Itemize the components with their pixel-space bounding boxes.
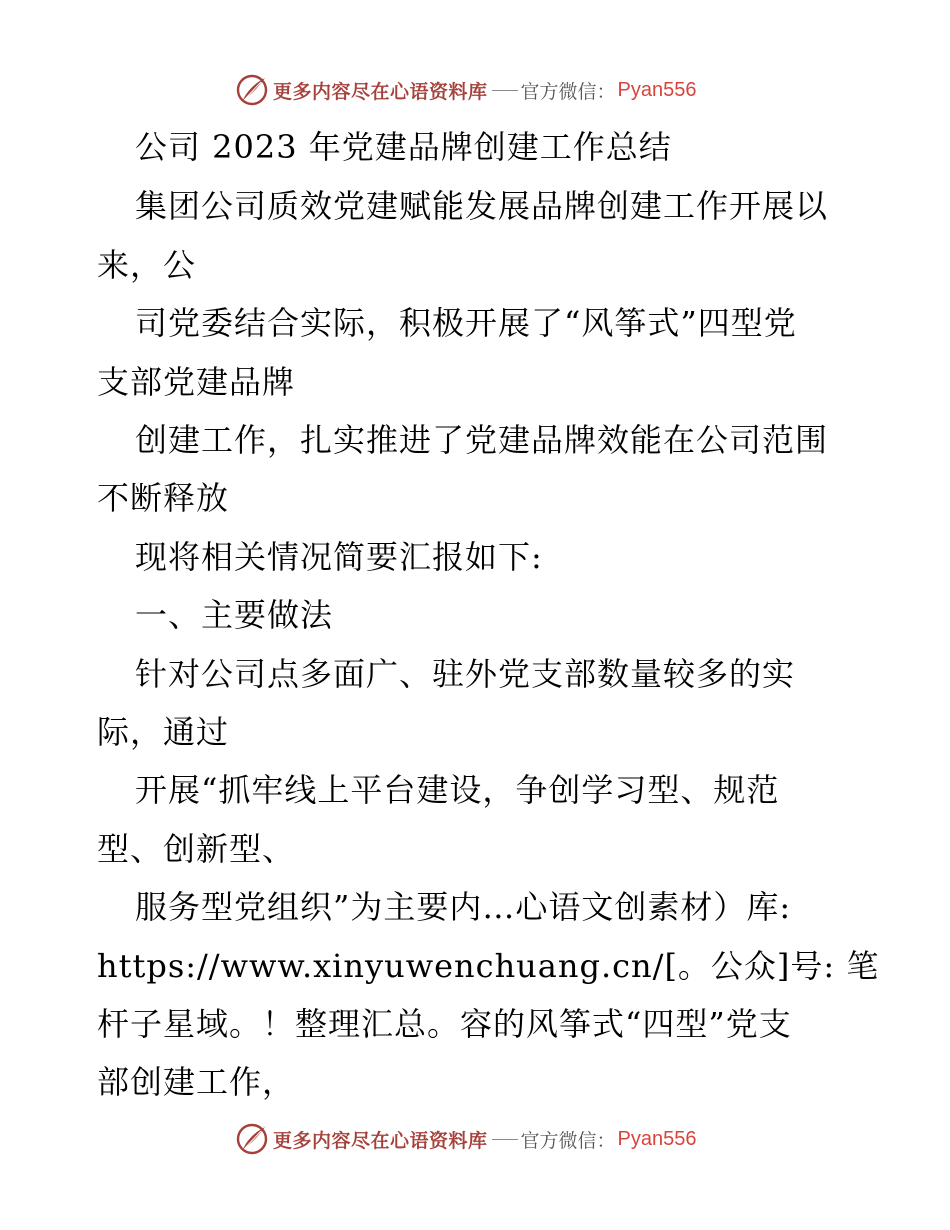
- feather-logo-icon: [235, 1122, 269, 1156]
- text-line: 部创建工作，: [97, 1063, 296, 1101]
- section-heading: 一、主要做法: [135, 596, 334, 634]
- text-line: 支部党建品牌: [97, 363, 296, 401]
- text-line: 现将相关情况简要汇报如下:: [135, 538, 543, 576]
- banner-divider: [492, 90, 518, 91]
- banner-slogan: 更多内容尽在心语资料库: [273, 1129, 488, 1152]
- text-line: https://www.xinyuwenchuang.cn/[。公众]号: 笔: [97, 947, 880, 985]
- text-line: 不断释放: [97, 479, 230, 517]
- document-title: 公司 2023 年党建品牌创建工作总结: [135, 128, 672, 166]
- text-line: 型、创新型、: [97, 830, 296, 868]
- text-line: 来，公: [97, 246, 197, 284]
- banner-divider: [492, 1139, 518, 1140]
- banner-label: 官方微信：: [520, 1129, 616, 1152]
- banner-id: Pyan556: [617, 1127, 697, 1150]
- header-banner: [235, 72, 697, 108]
- text-line: 创建工作，扎实推进了党建品牌效能在公司范围: [135, 421, 829, 459]
- text-line: 司党委结合实际，积极开展了“风筝式”四型党: [135, 304, 797, 342]
- text-line: 针对公司点多面广、驻外党支部数量较多的实: [135, 655, 796, 693]
- text-line: 集团公司质效党建赋能发展品牌创建工作开展以: [135, 187, 829, 225]
- footer-banner: [235, 1121, 697, 1157]
- banner-id: Pyan556: [617, 78, 697, 101]
- banner-slogan: 更多内容尽在心语资料库: [273, 80, 488, 103]
- text-line: 服务型党组织”为主要内…心语文创素材）库:: [135, 888, 792, 926]
- feather-logo-icon: [235, 73, 269, 107]
- banner-label: 官方微信：: [520, 80, 616, 103]
- text-line: 杆子星域。！整理汇总。容的风筝式“四型”党支: [97, 1005, 792, 1043]
- text-line: 际，通过: [97, 713, 230, 751]
- text-line: 开展“抓牢线上平台建设，争创学习型、规范: [135, 771, 780, 809]
